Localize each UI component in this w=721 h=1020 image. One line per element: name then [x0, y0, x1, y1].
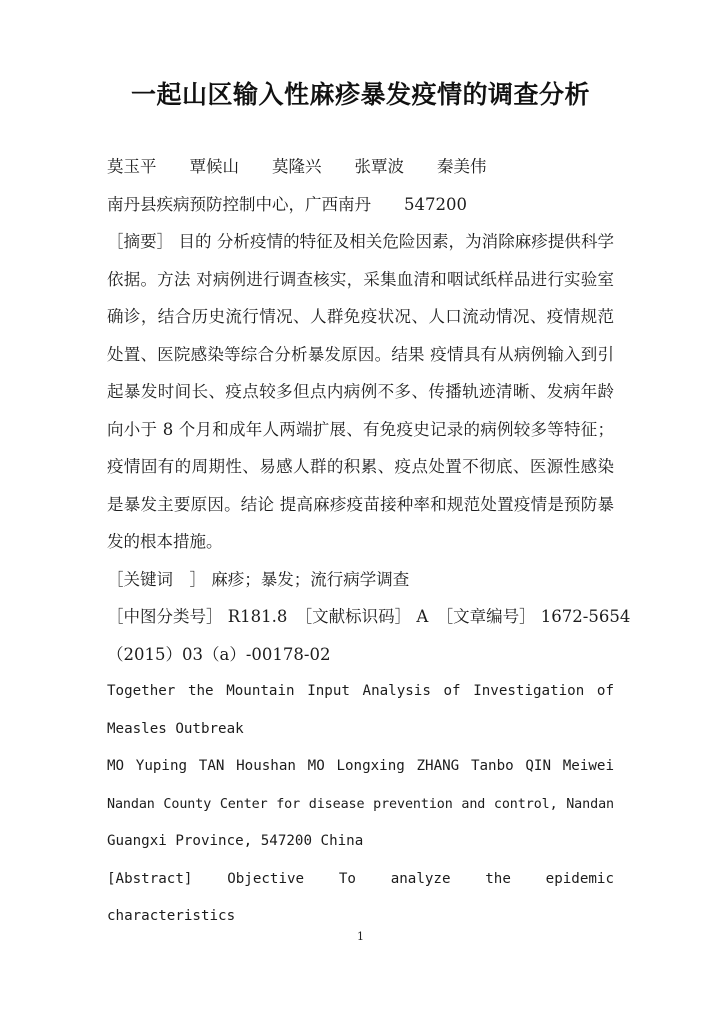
affiliation-english-line2: Guangxi Province, 547200 China: [107, 833, 364, 849]
document-content: [107, 78, 631, 936]
abstract-english-line1: [Abstract] Objective To analyze the epidemic characteristics: [107, 870, 614, 924]
authors-chinese: 莫玉平 覃候山 莫隆兴 张覃波 秦美伟: [107, 157, 487, 176]
abstract-chinese: ［摘要］ 目的 分析疫情的特征及相关危险因素，为消除麻疹提供科学依据。方法 对病例进行调查核实，采集血清和咽试纸样品进行实验室确诊，结合历史流行情况、人群免疫状况、人口流动情况、疫情规范处置、医院感染等综合分析暴发原因。结果 疫情具有从病例输入到引起暴发时间长、疫点较多但点内病例不多、传播轨迹清晰、发病年龄向小于 8 个月和成年人两端扩展、有免疫史记录的病例较多等特征；疫情固有的周期性、易感人群的积累、疫点处置不彻底、医源性感染是暴发主要原因。结论 提高麻疹疫苗接种率和规范处置疫情是预防暴发的根本措施。: [107, 232, 614, 551]
affiliation-chinese: 南丹县疾病预防控制中心，广西南丹 547200: [107, 194, 467, 214]
title-english-line2: Measles Outbreak: [107, 720, 244, 737]
article-number-line: （2015）03（a）-00178-02: [107, 644, 331, 664]
keywords-chinese: ［关键词 ］ 麻疹；暴发；流行病学调查: [107, 569, 410, 589]
authors-english: MO Yuping TAN Houshan MO Longxing ZHANG Tanbo QIN Meiwei: [107, 758, 614, 774]
page-title: 一起山区输入性麻疹暴发疫情的调查分析: [130, 80, 590, 109]
title-english-line1: Together the Mountain Input Analysis of Investigation of: [107, 683, 614, 699]
page-number: 1: [357, 930, 364, 943]
clc-classification-line: ［中图分类号］ R181.8 ［文献标识码］ A ［文章编号］ 1672-5654: [107, 607, 631, 626]
affiliation-english-line1: Nandan County Center for disease prevention and control, Nandan: [107, 796, 614, 812]
